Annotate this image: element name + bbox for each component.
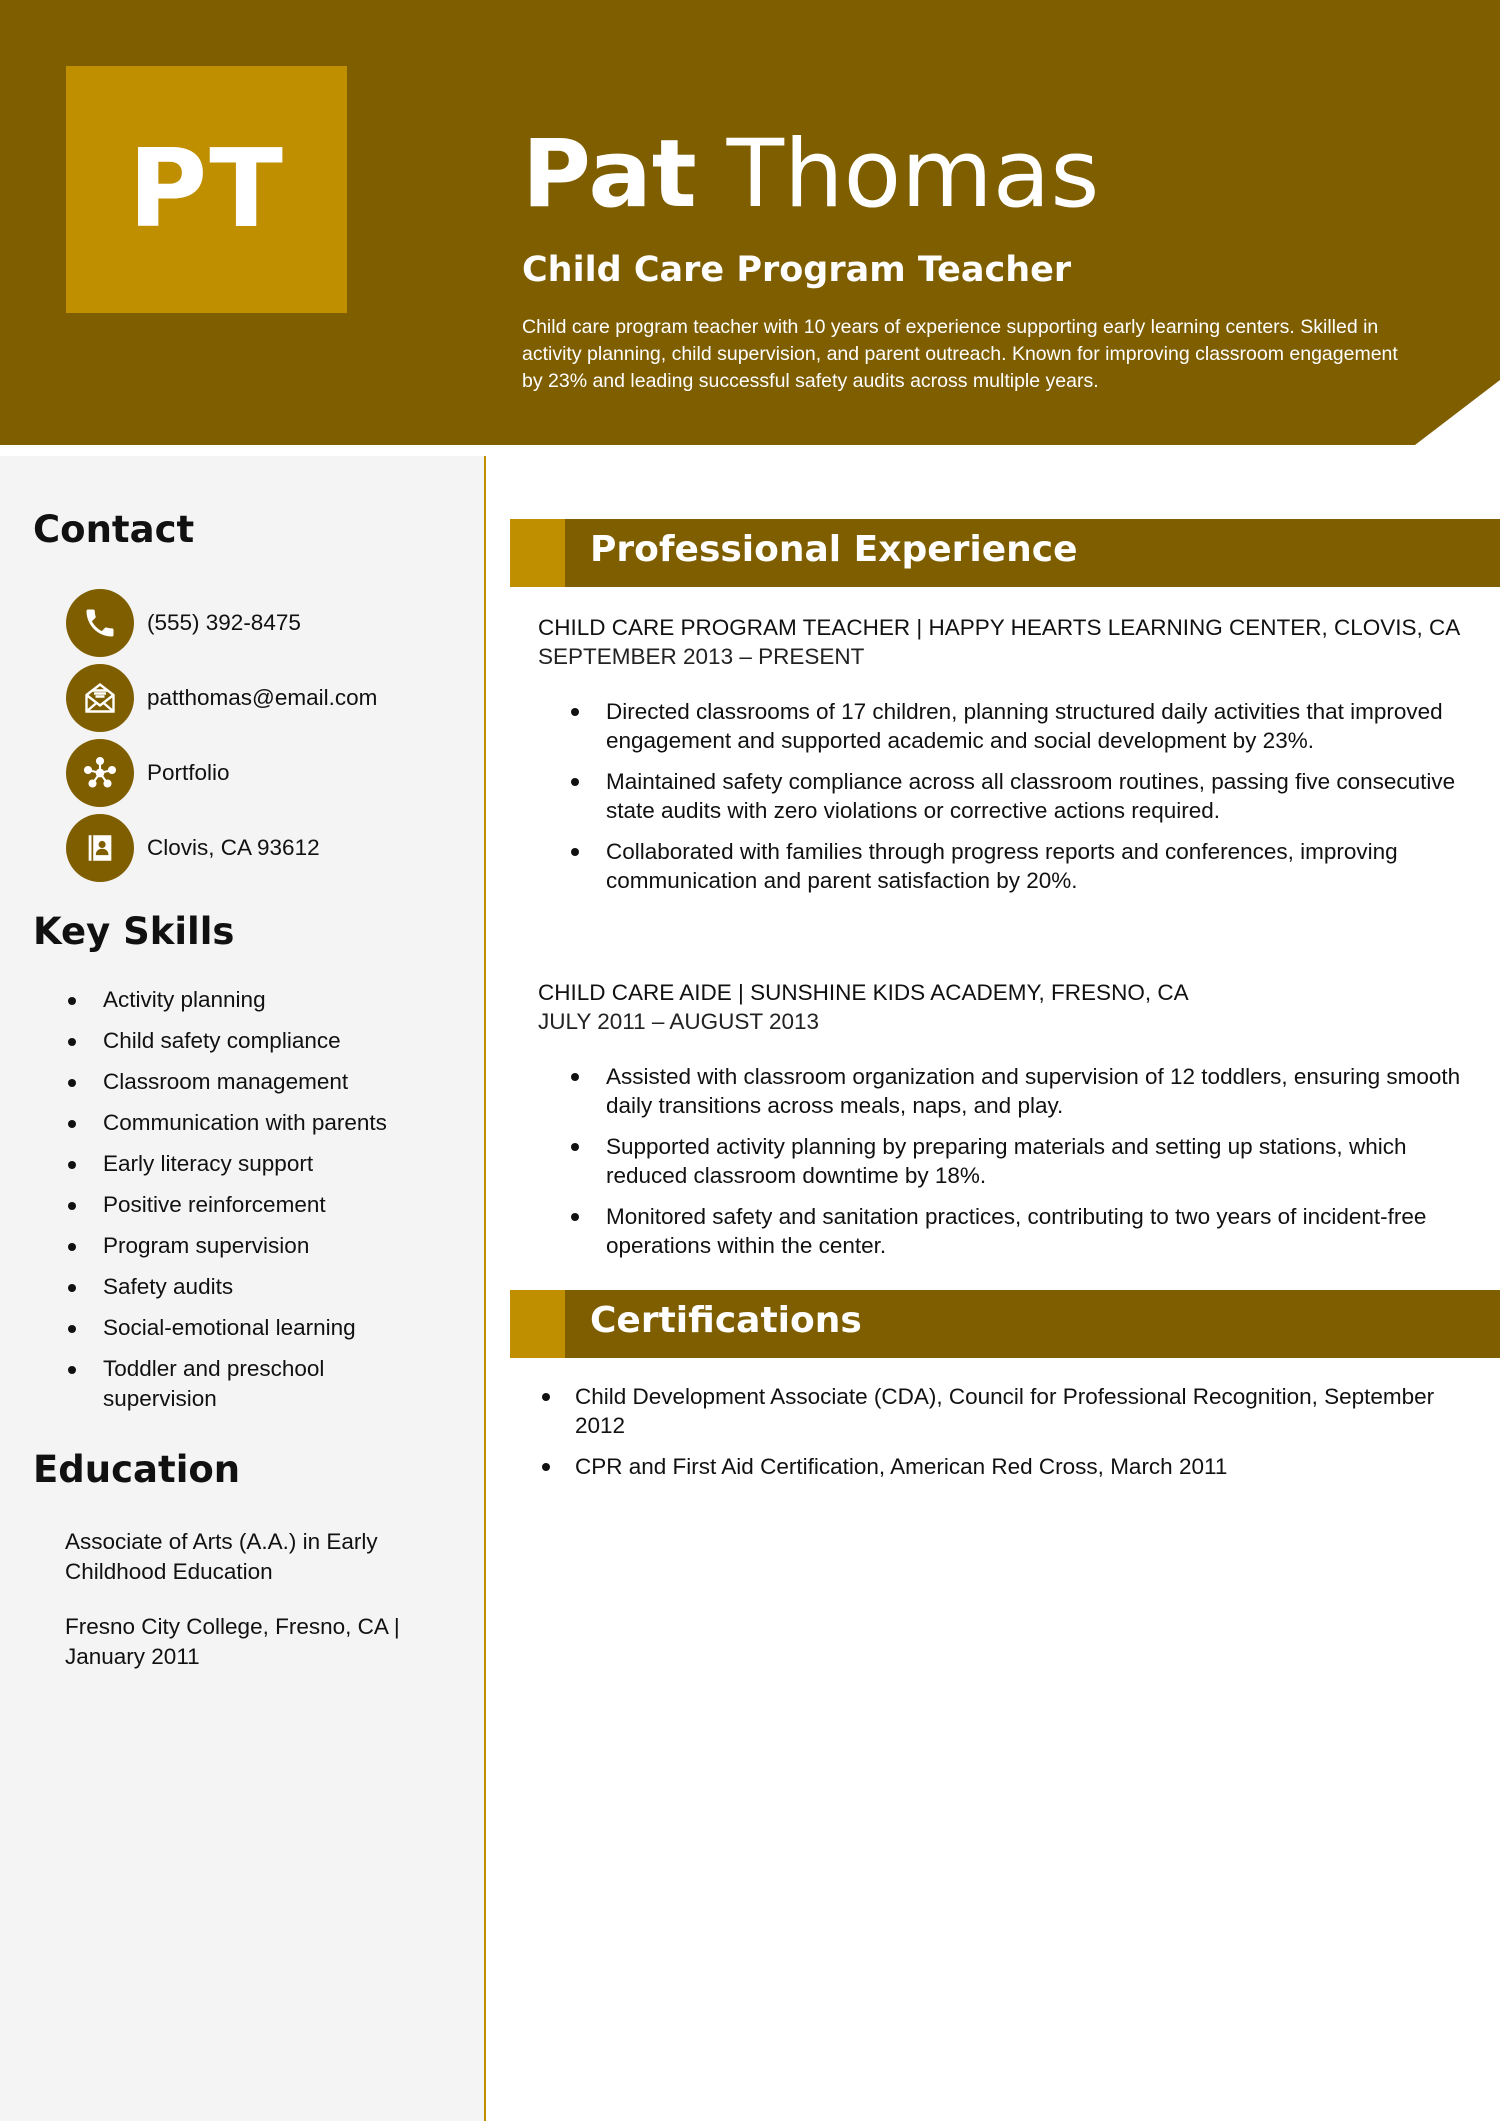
monogram: PT [66,66,347,313]
job-role: CHILD CARE AIDE | SUNSHINE KIDS ACADEMY, FRESNO, CA [538,980,1189,1005]
first-name: Pat [522,120,697,229]
accent-block [510,1290,565,1358]
accent-block [510,519,565,587]
skill-item: Positive reinforcement [65,1190,425,1220]
envelope-icon [66,664,134,732]
certifications-heading: Certifications [590,1300,862,1341]
skill-item: Child safety compliance [65,1026,425,1056]
skill-item: Classroom management [65,1067,425,1097]
certification-item: CPR and First Aid Certification, American Red Cross, March 2011 [510,1452,1485,1481]
job-bullet: Assisted with classroom organization and supervision of 12 toddlers, ensuring smooth daily transitions across meals, naps, and play. [538,1062,1478,1120]
contact-heading: Contact [33,508,195,551]
skills-heading: Key Skills [33,910,235,953]
degree: Associate of Arts (A.A.) in Early Childhood Education [65,1529,378,1584]
address-book-icon [66,814,134,882]
job-bullet: Monitored safety and sanitation practices, contributing to two years of incident-free operations within the center. [538,1202,1478,1260]
email-text[interactable]: patthomas@email.com [147,685,378,710]
contact-email [66,664,377,732]
certifications-section-bar [510,1290,1500,1358]
skill-item: Social-emotional learning [65,1313,425,1343]
contact-phone [66,589,301,657]
experience-heading: Professional Experience [590,529,1078,570]
skill-item: Program supervision [65,1231,425,1261]
summary: Child care program teacher with 10 years of experience supporting early learning centers. Skilled in activity planning, child supervision, and parent outreach. Known for improving classroom engagement by 23% and leading successful safety audits across multiple years. [522,316,1398,392]
job-role: CHILD CARE PROGRAM TEACHER | HAPPY HEARTS LEARNING CENTER, CLOVIS, CA [538,615,1461,640]
job-entry [538,978,1478,1272]
job-bullet: Maintained safety compliance across all classroom routines, passing five consecutive state audits with zero violations or corrective actions required. [538,767,1478,825]
contact-portfolio [66,739,230,807]
phone-text[interactable]: (555) 392-8475 [147,610,301,635]
job-bullet: Directed classrooms of 17 children, planning structured daily activities that improved engagement and supported academic and social development by 23%. [538,697,1478,755]
skill-item: Activity planning [65,985,425,1015]
skill-item: Toddler and preschool supervision [65,1354,425,1414]
job-entry [538,613,1478,907]
job-dates: SEPTEMBER 2013 – PRESENT [538,644,865,669]
skill-item: Communication with parents [65,1108,425,1138]
skill-item: Safety audits [65,1272,425,1302]
network-icon [66,739,134,807]
portfolio-link[interactable]: Portfolio [147,760,230,785]
job-title: Child Care Program Teacher [522,250,1072,290]
job-dates: JULY 2011 – AUGUST 2013 [538,1009,820,1034]
last-name: Thomas [726,120,1100,229]
contact-address [66,814,320,882]
school: Fresno City College, Fresno, CA | January 2011 [65,1614,400,1669]
skill-item: Early literacy support [65,1149,425,1179]
phone-icon [66,589,134,657]
candidate-name [522,115,1099,235]
skills-list [65,985,425,1425]
address-text: Clovis, CA 93612 [147,835,320,860]
certification-item: Child Development Associate (CDA), Council for Professional Recognition, September 2012 [510,1382,1485,1440]
job-bullet: Collaborated with families through progress reports and conferences, improving communication and parent satisfaction by 20%. [538,837,1478,895]
certifications-list [510,1382,1485,1493]
job-bullet: Supported activity planning by preparing materials and setting up stations, which reduced classroom downtime by 18%. [538,1132,1478,1190]
education-heading: Education [33,1448,241,1491]
experience-section-bar [510,519,1500,587]
